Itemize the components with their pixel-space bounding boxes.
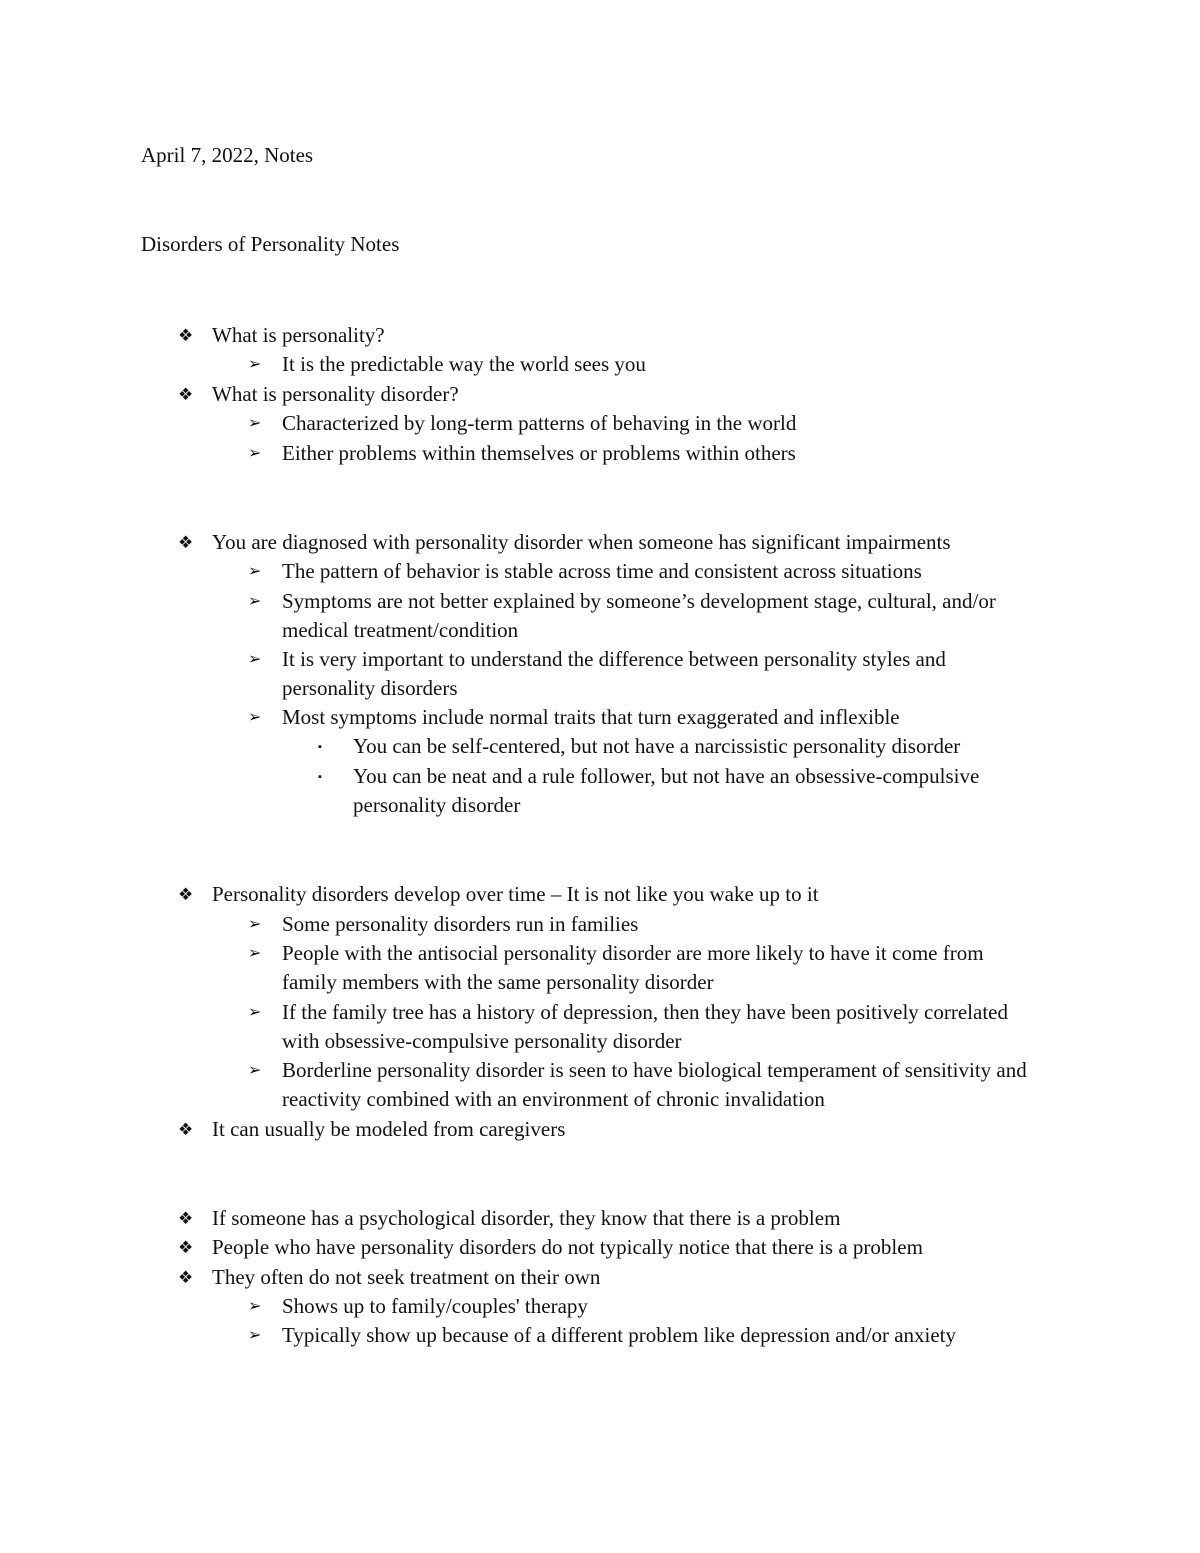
arrow-bullet-icon: ➢ [248, 593, 262, 610]
diamond-bullet-icon: ❖ [178, 1120, 194, 1139]
list-item: ➢ Shows up to family/couples' therapy [248, 1292, 1048, 1321]
list-item: ➢ Characterized by long-term patterns of behaving in the world [248, 409, 1048, 438]
square-bullet-icon: ▪ [318, 771, 322, 783]
arrow-bullet-icon: ➢ [248, 945, 262, 962]
square-bullet-icon: ▪ [318, 741, 322, 753]
arrow-bullet-icon: ➢ [248, 709, 262, 726]
arrow-bullet-icon: ➢ [248, 1004, 262, 1021]
list-item: ➢ Some personality disorders run in families [248, 910, 1048, 939]
diamond-bullet-icon: ❖ [178, 1238, 194, 1257]
list-item: ❖ What is personality disorder? [178, 380, 1078, 409]
list-item: ❖ It can usually be modeled from caregivers [178, 1115, 1078, 1144]
list-item: ➢ Most symptoms include normal traits that turn exaggerated and inflexible [248, 703, 1048, 732]
list-item: ➢ People with the antisocial personality disorder are more likely to have it come from family members with the same personality disorder [248, 941, 984, 994]
list-item: ➢ Symptoms are not better explained by someone’s development stage, cultural, and/or medical treatment/condition [248, 589, 996, 642]
list-item: ❖ People who have personality disorders do not typically notice that there is a problem [178, 1233, 1078, 1262]
diamond-bullet-icon: ❖ [178, 533, 194, 552]
arrow-bullet-icon: ➢ [248, 415, 262, 432]
list-item: ➢ Typically show up because of a different problem like depression and/or anxiety [248, 1321, 1048, 1350]
date-line: April 7, 2022, Notes [141, 143, 314, 167]
list-item: ➢ Either problems within themselves or problems within others [248, 439, 1048, 468]
arrow-bullet-icon: ➢ [248, 916, 262, 933]
diamond-bullet-icon: ❖ [178, 885, 194, 904]
list-item: ❖ What is personality? [178, 321, 1078, 350]
list-item: ➢ If the family tree has a history of depression, then they have been positively correlated with obsessive-compulsive personality disorder [248, 1000, 1008, 1053]
list-item: ➢ The pattern of behavior is stable across time and consistent across situations [248, 557, 1048, 586]
diamond-bullet-icon: ❖ [178, 1209, 194, 1228]
diamond-bullet-icon: ❖ [178, 326, 194, 345]
diamond-bullet-icon: ❖ [178, 1268, 194, 1287]
list-item: ➢ It is the predictable way the world sees you [248, 350, 1048, 379]
list-item: ▪ You can be self-centered, but not have a narcissistic personality disorder [318, 732, 1078, 761]
arrow-bullet-icon: ➢ [248, 1298, 262, 1315]
list-item: ❖ If someone has a psychological disorder, they know that there is a problem [178, 1204, 1078, 1233]
list-item: ➢ Borderline personality disorder is seen to have biological temperament of sensitivity and reactivity combined with an environment of chronic invalidation [248, 1058, 1027, 1111]
diamond-bullet-icon: ❖ [178, 385, 194, 404]
arrow-bullet-icon: ➢ [248, 445, 262, 462]
list-item: ▪ You can be neat and a rule follower, but not have an obsessive-compulsive personality disorder [318, 764, 980, 817]
arrow-bullet-icon: ➢ [248, 1062, 262, 1079]
arrow-bullet-icon: ➢ [248, 356, 262, 373]
arrow-bullet-icon: ➢ [248, 563, 262, 580]
list-item: ❖ You are diagnosed with personality disorder when someone has significant impairments [178, 528, 1078, 557]
arrow-bullet-icon: ➢ [248, 651, 262, 668]
list-item: ❖ They often do not seek treatment on their own [178, 1263, 1078, 1292]
arrow-bullet-icon: ➢ [248, 1327, 262, 1344]
list-item: ➢ It is very important to understand the difference between personality styles and personality disorders [248, 647, 946, 700]
list-item: ❖ Personality disorders develop over time – It is not like you wake up to it [178, 880, 1078, 909]
document-title: Disorders of Personality Notes [141, 232, 400, 256]
